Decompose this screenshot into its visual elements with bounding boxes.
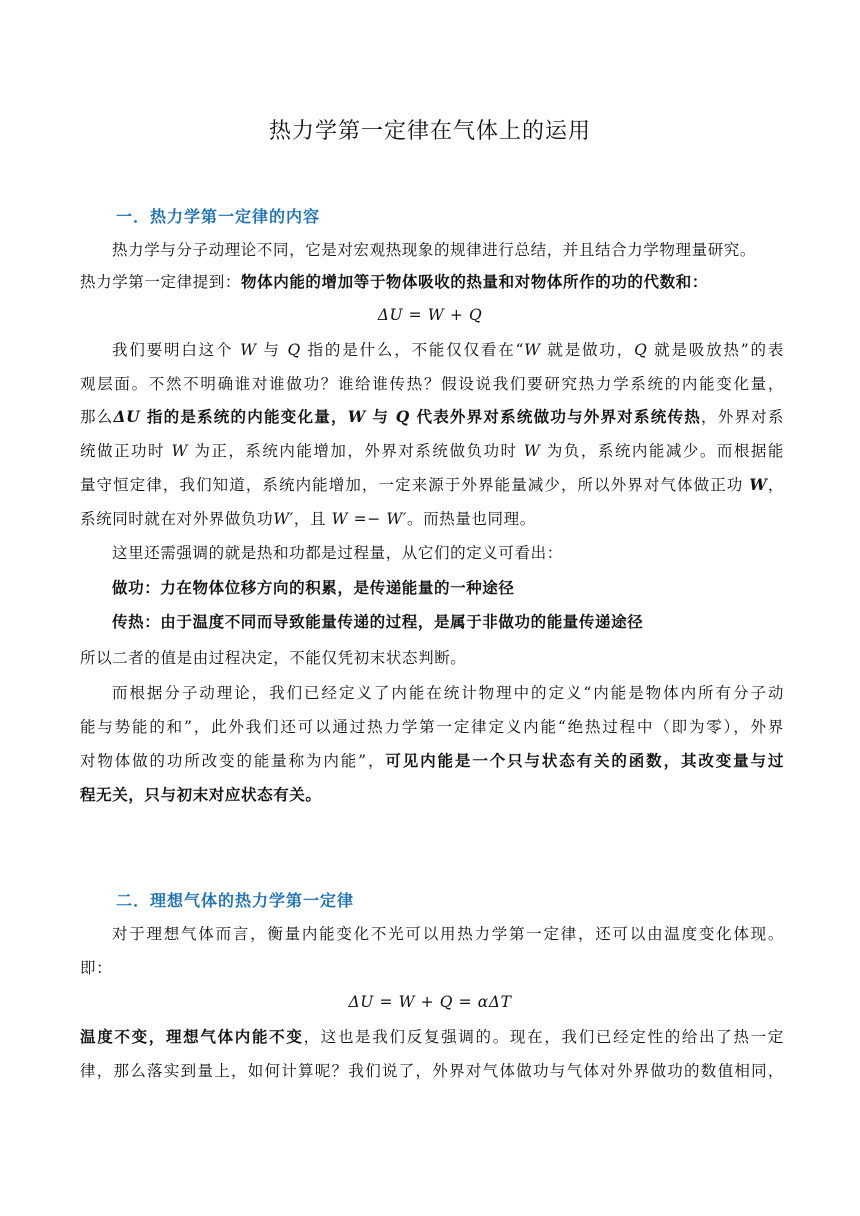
definition-work: 做功：力在物体位移方向的积累，是传递能量的一种途径	[112, 578, 515, 597]
paragraph-line: 即：	[80, 959, 113, 977]
paragraph-line: 统做正功时 W 为正，系统内能增加，外界对系统做负功时 W 为负，系统内能减少。而根据能	[80, 442, 784, 460]
paragraph-line: 律，那么落实到量上，如何计算呢？我们说了，外界对气体做功与气体对外界做功的数值相同，	[80, 1062, 784, 1080]
paragraph-line: 程无关，只与初末对应状态有关。	[80, 785, 322, 804]
paragraph-line: 量守恒定律，我们知道，系统内能增加，一定来源于外界能量减少，所以外界对气体做正功 W，	[80, 475, 784, 494]
paragraph-line: 而根据分子动理论，我们已经定义了内能在统计物理中的定义“内能是物体内所有分子动	[112, 684, 784, 702]
page-title: 热力学第一定律在气体上的运用	[268, 119, 591, 144]
paragraph-line: 这里还需强调的就是热和功都是过程量，从它们的定义可看出：	[112, 544, 563, 562]
paragraph-line: 系统同时就在对外界做负功W′，且 W =− W′。而热量也同理。	[80, 510, 536, 528]
paragraph-line: 我们要明白这个 W 与 Q 指的是什么，不能仅仅看在“W 就是做功，Q 就是吸放热”的表	[112, 341, 784, 359]
paragraph-line: 温度不变，理想气体内能不变，这也是我们反复强调的。现在，我们已经定性的给出了热一定	[80, 1027, 784, 1046]
paragraph-line: 能与势能的和”，此外我们还可以通过热力学第一定律定义内能“绝热过程中（即为零），外界	[80, 718, 784, 736]
paragraph-line: 所以二者的值是由过程决定，不能仅凭初末状态判断。	[80, 649, 467, 667]
paragraph-line: 观层面。不然不明确谁对谁做功？谁给谁传热？假设说我们要研究热力学系统的内能变化量，	[80, 375, 784, 393]
equation-2: ΔU = W + Q = αΔT	[348, 993, 512, 1011]
bold-statement: 物体内能的增加等于物体吸收的热量和对物体所作的功的代数和：	[241, 272, 708, 291]
definition-heat: 传热：由于温度不同而导致能量传递的过程，是属于非做功的能量传递途径	[112, 612, 644, 631]
paragraph-line: 热力学与分子动理论不同，它是对宏观热现象的规律进行总结，并且结合力学物理量研究。	[112, 241, 757, 259]
paragraph-line: 热力学第一定律提到：物体内能的增加等于物体吸收的热量和对物体所作的功的代数和：	[80, 272, 708, 291]
paragraph-line: 对物体做的功所改变的能量称为内能”，可见内能是一个只与状态有关的函数，其改变量与过	[80, 751, 784, 770]
paragraph-line: 那么ΔU 指的是系统的内能变化量，W 与 Q 代表外界对系统做功与外界对系统传热，外界对系	[80, 407, 785, 426]
paragraph-line: 对于理想气体而言，衡量内能变化不光可以用热力学第一定律，还可以由温度变化体现。	[112, 925, 784, 943]
section-heading-1: 一．热力学第一定律的内容	[116, 207, 321, 226]
section-heading-2: 二．理想气体的热力学第一定律	[116, 891, 355, 910]
equation-1: ΔU = W + Q	[377, 306, 483, 324]
